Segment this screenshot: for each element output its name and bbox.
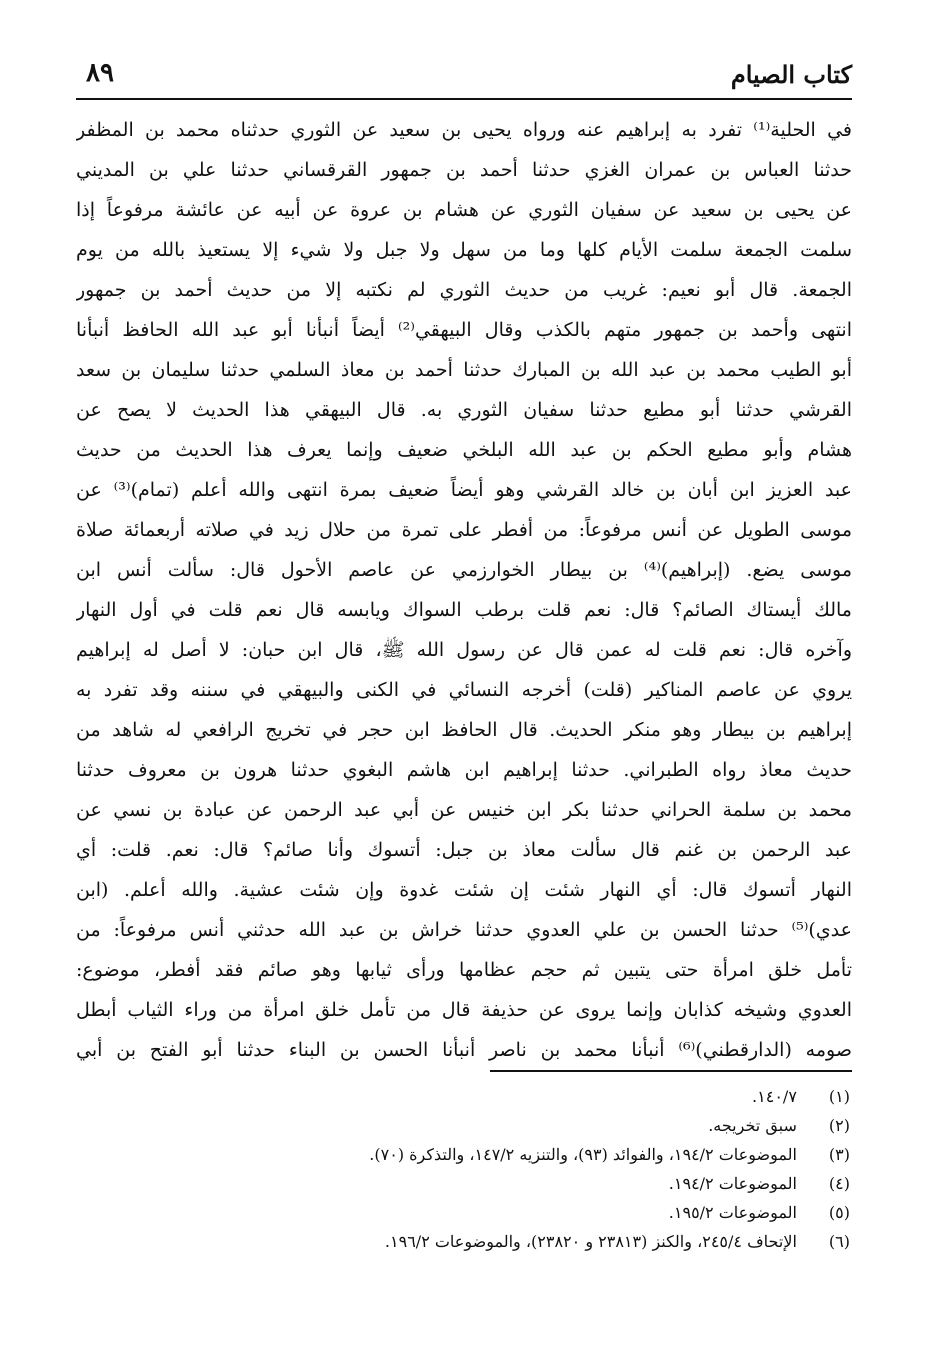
footnote-divider bbox=[490, 1070, 852, 1072]
text-line: موسى الطويل عن أنس مرفوعاً: من أفطر على تمرة من حلال زيد في صلاته أربعمائة صلاة bbox=[76, 519, 852, 541]
footnote bbox=[200, 1082, 850, 1111]
text-line: عن يحيى بن سعيد عن سفيان الثوري عن هشام بن عروة عن أبيه عن عائشة مرفوعاً إذا bbox=[76, 199, 852, 221]
footnote bbox=[200, 1198, 850, 1227]
footnote bbox=[200, 1140, 850, 1169]
footnote bbox=[200, 1227, 850, 1256]
footnote-text: الموضوعات ١٩٥/٢. bbox=[668, 1203, 797, 1222]
text-line: تأمل خلق امرأة حتى يتبين ثم حجم عظامها ورأى ثيابها وهو صائم فقد أفطر، موضوع: bbox=[76, 959, 852, 981]
footnote bbox=[200, 1169, 850, 1198]
footnote-number: (١) bbox=[828, 1087, 850, 1106]
text-line: الجمعة. قال أبو نعيم: غريب من حديث الثوري لم نكتبه إلا من حديث أحمد بن جمهور bbox=[76, 279, 852, 301]
text-line: العدوي وشيخه كذابان وإنما يروى عن حذيفة قال من تأمل خلق امرأة من وراء الثياب أبطل bbox=[76, 999, 852, 1021]
footnote-text: الإتحاف ٢٤٥/٤، والكنز (٢٣٨١٣ و ٢٣٨٢٠)، والموضوعات ١٩٦/٢. bbox=[384, 1232, 797, 1251]
text-line: في الحلية⁽¹⁾ تفرد به إبراهيم عنه ورواه يحيى بن سعيد عن الثوري حدثناه محمد بن المظفر bbox=[76, 119, 852, 141]
text-line: القرشي حدثنا أبو مطيع حدثنا سفيان الثوري به. قال البيهقي هذا الحديث لا يصح عن bbox=[76, 399, 852, 421]
text-line: أبو الطيب محمد بن عبد الله بن المبارك حدثنا أحمد بن معاذ السلمي حدثنا سليمان بن سعد bbox=[76, 359, 852, 381]
text-line: عبد الرحمن بن غنم قال سألت معاذ بن جبل: أتسوك وأنا صائم؟ قال: نعم. قلت: أي bbox=[76, 839, 852, 861]
chapter-title: كتاب الصيام bbox=[730, 60, 852, 89]
text-line: هشام وأبو مطيع الحكم بن عبد الله البلخي ضعيف وإنما يعرف هذا الحديث من حديث bbox=[76, 439, 852, 461]
text-line: مالك أيستاك الصائم؟ قال: نعم قلت برطب السواك ويابسه قال نعم قلت في أول النهار bbox=[76, 599, 852, 621]
text-line: حديث معاذ رواه الطبراني. حدثنا إبراهيم ابن هاشم البغوي حدثنا هرون بن معروف حدثنا bbox=[76, 759, 852, 781]
text-line: حدثنا العباس بن عمران الغزي حدثنا أحمد بن جمهور القرقساني حدثنا علي بن المديني bbox=[76, 159, 852, 181]
footnote bbox=[200, 1111, 850, 1140]
text-line: محمد بن سلمة الحراني حدثنا بكر ابن خنيس عن أبي عبد الرحمن عن عبادة بن نسي عن bbox=[76, 799, 852, 821]
text-line: عبد العزيز ابن أبان بن خالد القرشي وهو أيضاً ضعيف بمرة انتهى والله أعلم (تمام)⁽³⁾ عن bbox=[76, 479, 852, 501]
text-line: يروي عن عاصم المناكير (قلت) أخرجه النسائي في الكنى والبيهقي في سننه وقد تفرد به bbox=[76, 679, 852, 701]
footnote-text: الموضوعات ١٩٤/٢، والفوائد (٩٣)، والتنزيه ١٤٧/٢، والتذكرة (٧٠). bbox=[369, 1145, 797, 1164]
text-line: صومه (الدارقطني)⁽⁶⁾ أنبأنا محمد بن ناصر أنبأنا الحسن بن البناء حدثنا أبو الفتح بن أبي bbox=[76, 1039, 852, 1061]
footnote-number: (٣) bbox=[828, 1145, 850, 1164]
text-line: وآخره قال: نعم قلت له عمن قال عن رسول الله ﷺ، قال ابن حبان: لا أصل له إبراهيم bbox=[76, 639, 852, 661]
footnote-number: (٤) bbox=[828, 1174, 850, 1193]
text-line: عدي)⁽⁵⁾ حدثنا الحسن بن علي العدوي حدثنا خراش بن عبد الله حدثني أنس مرفوعاً: من bbox=[76, 919, 852, 941]
footnotes bbox=[200, 1082, 850, 1256]
text-line: النهار أتسوك قال: أي النهار شئت إن شئت غدوة وإن شئت عشية. والله أعلم. (ابن bbox=[76, 879, 852, 901]
footnote-number: (٦) bbox=[828, 1232, 850, 1251]
text-line: سلمت الجمعة سلمت الأيام كلها وما من سهل ولا جبل ولا شيء إلا يستعيذ بالله من يوم bbox=[76, 239, 852, 261]
header-divider bbox=[76, 98, 852, 100]
footnote-number: (٥) bbox=[828, 1203, 850, 1222]
page-number: ٨٩ bbox=[86, 58, 114, 88]
footnote-text: سبق تخريجه. bbox=[708, 1116, 797, 1135]
footnote-number: (٢) bbox=[828, 1116, 850, 1135]
footnote-text: ١٤٠/٧. bbox=[752, 1087, 797, 1106]
text-line: انتهى وأحمد بن جمهور متهم بالكذب وقال البيهقي⁽²⁾ أيضاً أنبأنا أبو عبد الله الحافظ أنبأنا bbox=[76, 319, 852, 341]
footnote-text: الموضوعات ١٩٤/٢. bbox=[668, 1174, 797, 1193]
page-header bbox=[76, 56, 852, 96]
text-line: إبراهيم بن بيطار وهو منكر الحديث. قال الحافظ ابن حجر في تخريج الرافعي له شاهد من bbox=[76, 719, 852, 741]
text-line: موسى يضع. (إبراهيم)⁽⁴⁾ بن بيطار الخوارزمي عن عاصم الأحول قال: سألت أنس ابن bbox=[76, 559, 852, 581]
main-text bbox=[76, 110, 852, 1070]
